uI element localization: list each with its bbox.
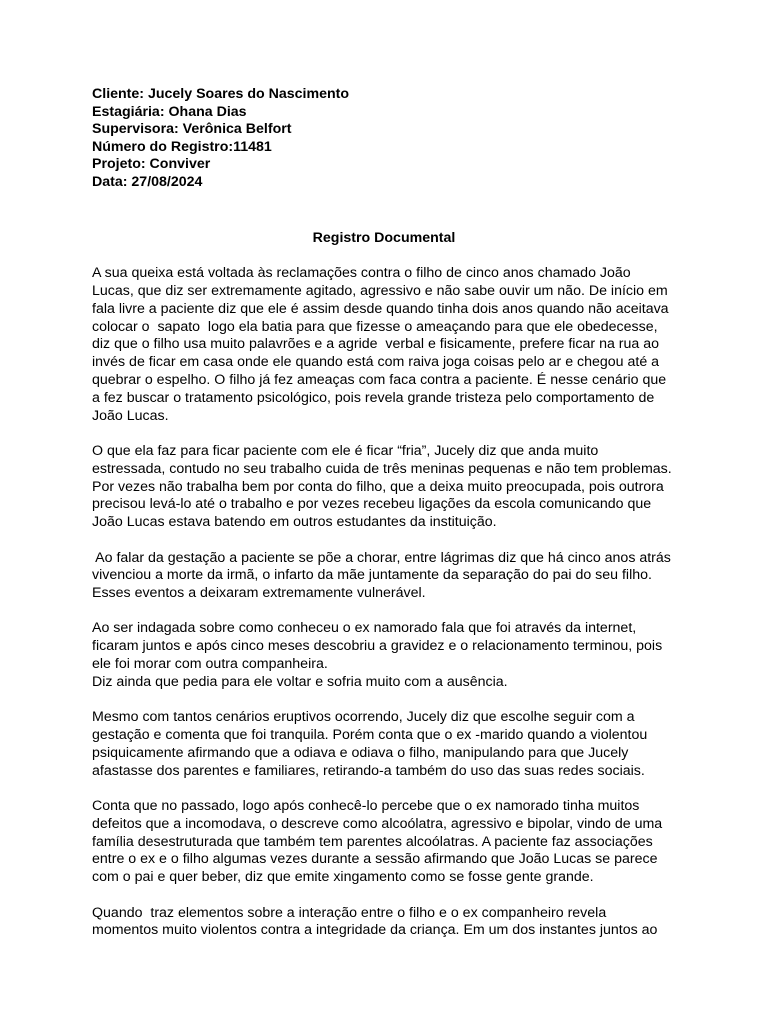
paragraph-line: estressada, contudo no seu trabalho cuida de três meninas pequenas e não tem problemas. bbox=[92, 460, 672, 477]
paragraph-line: momentos muito violentos contra a integridade da criança. Em um dos instantes juntos ao bbox=[92, 922, 658, 939]
paragraph-line: Esses eventos a deixaram extremamente vulnerável. bbox=[92, 585, 426, 602]
paragraph-line: Lucas, que diz ser extremamente agitado, agressivo e não sabe ouvir um não. De início em bbox=[92, 282, 668, 299]
project-name: Projeto: Conviver bbox=[92, 156, 211, 173]
paragraph bbox=[92, 550, 676, 603]
paragraph-line: Mesmo com tantos cenários eruptivos ocorrendo, Jucely diz que escolhe seguir com a bbox=[92, 709, 635, 726]
paragraph-line: A sua queixa está voltada às reclamações contra o filho de cinco anos chamado João bbox=[92, 265, 631, 282]
paragraph-line: ele foi morar com outra companheira. bbox=[92, 656, 328, 673]
paragraph bbox=[92, 905, 676, 941]
paragraph-line: Conta que no passado, logo após conhecê-lo percebe que o ex namorado tinha muitos bbox=[92, 798, 640, 815]
paragraph-line: Diz ainda que pedia para ele voltar e sofria muito com a ausência. bbox=[92, 673, 508, 690]
paragraph-line: vivenciou a morte da irmã, o infarto da mãe juntamente da separação do pai do seu filho. bbox=[92, 567, 652, 584]
paragraph-line: Por vezes não trabalha bem por conta do filho, que a deixa muito preocupada, pois outrora bbox=[92, 478, 664, 495]
document-title: Registro Documental bbox=[312, 229, 456, 246]
paragraph bbox=[92, 798, 676, 887]
client-name: Cliente: Jucely Soares do Nascimento bbox=[92, 86, 350, 102]
paragraph bbox=[92, 265, 676, 425]
paragraph-line: a fez buscar o tratamento psicológico, pois revela grande tristeza pelo comportamento de bbox=[92, 389, 655, 406]
paragraph bbox=[92, 709, 676, 780]
paragraph-line: psiquicamente afirmando que a odiava e odiava o filho, manipulando para que Jucely bbox=[92, 744, 629, 761]
header-block bbox=[92, 86, 692, 192]
paragraph-line: entre o ex e o filho algumas vezes durante a sessão afirmando que João Lucas se parece bbox=[92, 851, 658, 868]
paragraph-line: Ao ser indagada sobre como conheceu o ex namorado fala que foi através da internet, bbox=[92, 620, 637, 637]
paragraph-line: invés de ficar em casa onde ele quando está com raiva joga coisas pelo ar e chegou até a bbox=[92, 354, 660, 371]
paragraph bbox=[92, 443, 676, 532]
document-date: Data: 27/08/2024 bbox=[92, 173, 203, 190]
paragraph-line: Quando traz elementos sobre a interação entre o filho e o ex companheiro revela bbox=[92, 904, 607, 921]
paragraph-line: João Lucas estava batendo em outros estudantes da instituição. bbox=[92, 514, 497, 531]
paragraph-line: João Lucas. bbox=[92, 407, 169, 424]
supervisor-name: Supervisora: Verônica Belfort bbox=[92, 121, 292, 138]
paragraph-line: fala livre a paciente diz que ele é assim desde quando tinha dois anos quando não aceitava bbox=[92, 300, 669, 317]
paragraph-line: O que ela faz para ficar paciente com ele é ficar “fria”, Jucely diz que anda muito bbox=[92, 442, 599, 459]
document-page bbox=[92, 86, 692, 958]
intern-name: Estagiária: Ohana Dias bbox=[92, 103, 247, 120]
paragraph bbox=[92, 620, 676, 691]
paragraph-line: gestação e comenta que foi tranquila. Porém conta que o ex -marido quando a violentou bbox=[92, 727, 648, 744]
paragraph-line: diz que o filho usa muito palavrões e a agride verbal e fisicamente, prefere ficar na rua ao bbox=[92, 336, 660, 353]
document-body bbox=[92, 265, 692, 940]
paragraph-line: precisou levá-lo até o trabalho e por vezes recebeu ligações da escola comunicando que bbox=[92, 496, 652, 513]
paragraph-line: quebrar o espelho. O filho já fez ameaças com faca contra a paciente. É nesse cenário que bbox=[92, 371, 667, 388]
paragraph-line: Ao falar da gestação a paciente se põe a chorar, entre lágrimas diz que há cinco anos atrás bbox=[92, 549, 671, 566]
paragraph-line: colocar o sapato logo ela batia para que fizesse o ameaçando para que ele obedecesse, bbox=[92, 318, 658, 335]
paragraph-line: família desestruturada que também tem parentes alcoólatras. A paciente faz associações bbox=[92, 833, 653, 850]
paragraph-line: ficaram juntos e após cinco meses descobriu a gravidez e o relacionamento terminou, pois bbox=[92, 638, 663, 655]
paragraph-line: defeitos que a incomodava, o descreve como alcoólatra, agressivo e bipolar, vindo de uma bbox=[92, 815, 663, 832]
paragraph-line: afastasse dos parentes e familiares, retirando-a também do uso das suas redes sociais. bbox=[92, 762, 645, 779]
registration-number: Número do Registro:11481 bbox=[92, 138, 272, 155]
paragraph-line: com o pai e quer beber, diz que emite xingamento como se fosse gente grande. bbox=[92, 869, 594, 886]
